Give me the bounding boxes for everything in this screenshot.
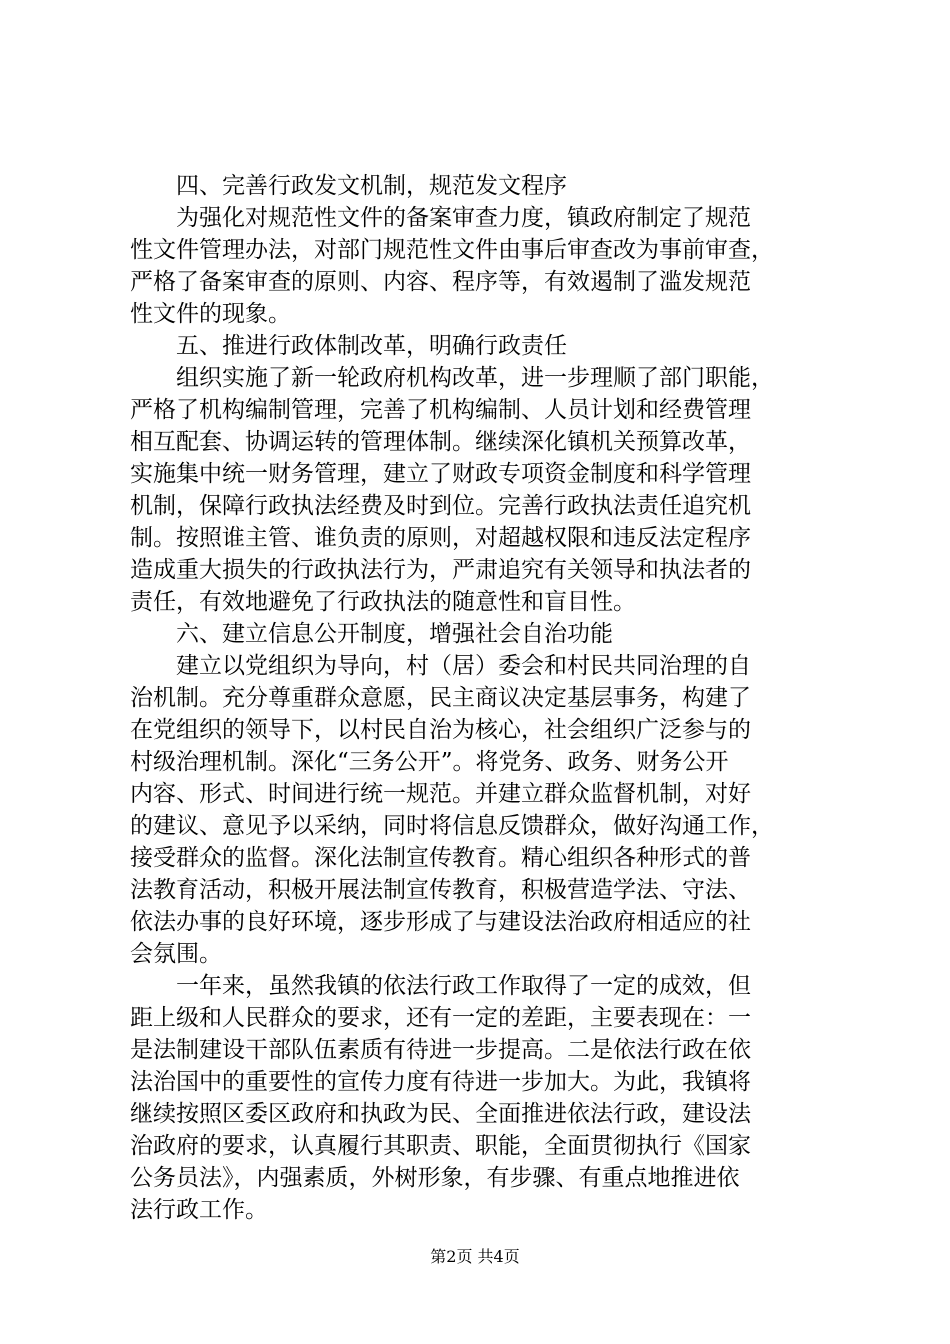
text-line: 建立以党组织为导向，村（居）委会和村民共同治理的自 bbox=[176, 653, 751, 679]
text-line: 距上级和人民群众的要求，还有一定的差距，主要表现在：一 bbox=[130, 1005, 751, 1031]
text-line: 继续按照区委区政府和执政为民、全面推进依法行政，建设法 bbox=[130, 1101, 751, 1127]
text-line: 治机制。充分尊重群众意愿，民主商议决定基层事务，构建了 bbox=[130, 685, 751, 711]
paragraph bbox=[130, 362, 830, 618]
text-line: 是法制建设干部队伍素质有待进一步提高。二是依法行政在依 bbox=[130, 1037, 751, 1063]
text-line: 在党组织的领导下，以村民自治为核心，社会组织广泛参与的 bbox=[130, 717, 751, 743]
section-heading bbox=[130, 330, 830, 362]
text-line: 的建议、意见予以采纳，同时将信息反馈群众，做好沟通工作， bbox=[130, 813, 774, 839]
text-line: 严格了机构编制管理，完善了机构编制、人员计划和经费管理 bbox=[130, 397, 751, 423]
text-line: 法教育活动，积极开展法制宣传教育，积极营造学法、守法、 bbox=[130, 877, 751, 903]
section-heading bbox=[130, 170, 830, 202]
text-line: 四、完善行政发文机制，规范发文程序 bbox=[176, 173, 567, 199]
text-line: 六、建立信息公开制度，增强社会自治功能 bbox=[176, 621, 613, 647]
text-line: 造成重大损失的行政执法行为，严肃追究有关领导和执法者的 bbox=[130, 557, 751, 583]
text-line: 村级治理机制。深化“三务公开”。将党务、政务、财务公开 bbox=[130, 749, 729, 775]
paragraph bbox=[130, 970, 830, 1226]
page-footer: 第2页 共4页 bbox=[430, 1247, 520, 1266]
text-line: 依法办事的良好环境，逐步形成了与建设法治政府相适应的社 bbox=[130, 909, 751, 935]
text-line: 性文件管理办法，对部门规范性文件由事后审查改为事前审查， bbox=[130, 237, 774, 263]
text-line: 相互配套、协调运转的管理体制。继续深化镇机关预算改革， bbox=[130, 429, 751, 455]
text-line: 五、推进行政体制改革，明确行政责任 bbox=[176, 333, 567, 359]
text-line: 接受群众的监督。深化法制宣传教育。精心组织各种形式的普 bbox=[130, 845, 751, 871]
text-line: 一年来，虽然我镇的依法行政工作取得了一定的成效，但 bbox=[176, 973, 751, 999]
text-line: 公务员法》，内强素质，外树形象，有步骤、有重点地推进依 bbox=[130, 1165, 740, 1191]
text-line: 法行政工作。 bbox=[130, 1197, 268, 1223]
text-line: 为强化对规范性文件的备案审查力度，镇政府制定了规范 bbox=[176, 205, 751, 231]
text-line: 治政府的要求，认真履行其职责、职能，全面贯彻执行《国家 bbox=[130, 1133, 751, 1159]
section-heading bbox=[130, 618, 830, 650]
paragraph bbox=[130, 650, 830, 970]
text-line: 实施集中统一财务管理，建立了财政专项资金制度和科学管理 bbox=[130, 461, 751, 487]
text-line: 制。按照谁主管、谁负责的原则，对超越权限和违反法定程序 bbox=[130, 525, 751, 551]
paragraph bbox=[130, 202, 830, 330]
text-line: 性文件的现象。 bbox=[130, 301, 291, 327]
text-line: 会氛围。 bbox=[130, 941, 222, 967]
text-line: 内容、形式、时间进行统一规范。并建立群众监督机制，对好 bbox=[130, 781, 751, 807]
text-line: 法治国中的重要性的宣传力度有待进一步加大。为此，我镇将 bbox=[130, 1069, 751, 1095]
document-body bbox=[130, 170, 830, 1226]
text-line: 严格了备案审查的原则、内容、程序等，有效遏制了滥发规范 bbox=[130, 269, 751, 295]
text-line: 责任，有效地避免了行政执法的随意性和盲目性。 bbox=[130, 589, 636, 615]
text-line: 机制，保障行政执法经费及时到位。完善行政执法责任追究机 bbox=[130, 493, 751, 519]
text-line: 组织实施了新一轮政府机构改革，进一步理顺了部门职能， bbox=[176, 365, 774, 391]
